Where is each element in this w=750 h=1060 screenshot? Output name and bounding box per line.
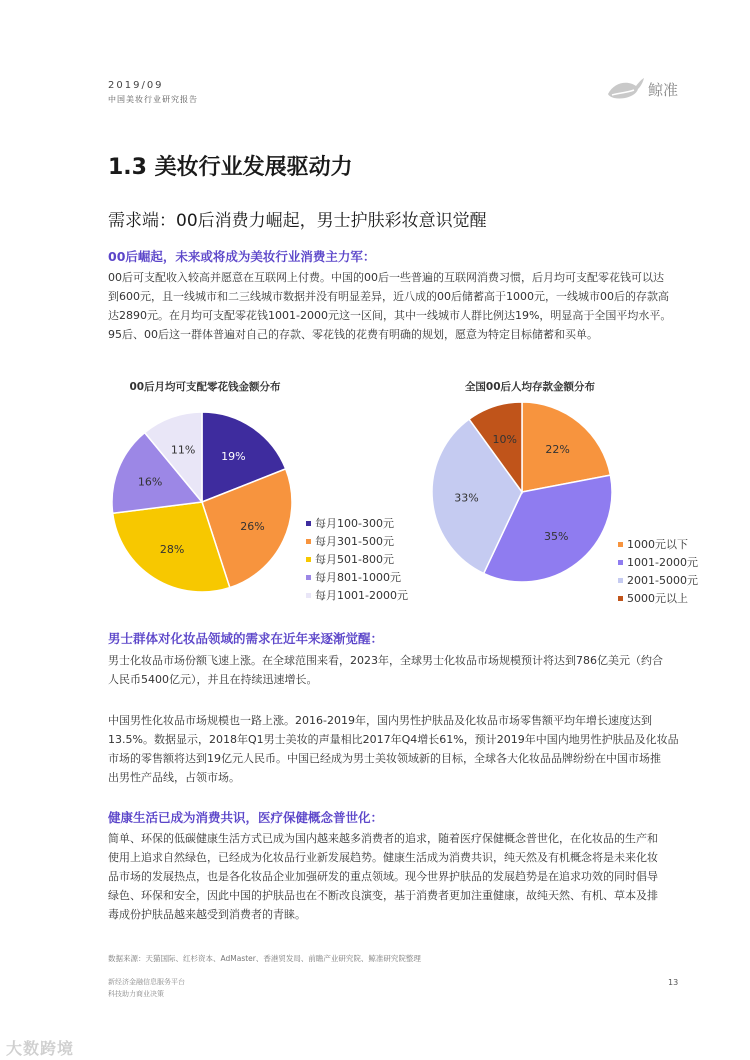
chart-title: 00后月均可支配零花钱金额分布 [129, 381, 281, 393]
legend-label: 每月801-1000元 [315, 571, 401, 584]
data-source: 数据来源：天猫国际、红杉资本、AdMaster、香港贸发局、前瞻产业研究院、鲸准研究院整理 [108, 954, 421, 963]
chart-legend [618, 538, 698, 605]
paragraph-china-male-market [108, 711, 682, 787]
legend-swatch [618, 542, 623, 547]
chart-title: 全国00后人均存款金额分布 [464, 381, 596, 393]
paragraph-gen-z [108, 268, 682, 344]
pie-slices [112, 412, 292, 592]
legend-swatch [306, 575, 311, 580]
text-line: 品市场的发展热点，也是各化妆品企业加强研发的重点领域。现今世界护肤品的发展趋势是在追求功效的同时倡导 [108, 870, 658, 883]
data-label: 11% [170, 443, 196, 457]
text-line: 13.5%。数据显示，2018年Q1男士美妆的声量相比2017年Q4增长61%，预计2019年中国内地男性护肤品及化妆品 [108, 733, 679, 746]
text-line: 00后可支配收入较高并愿意在互联网上付费。中国的00后一些普遍的互联网消费习惯，后月均可支配零花钱可以达 [108, 271, 664, 284]
footer-tagline-2: 科技助力商业决策 [108, 990, 164, 998]
text-line: 男士化妆品市场份额飞速上涨。在全球范围来看，2023年，全球男士化妆品市场规模预计将达到786亿美元（约合 [108, 654, 663, 667]
pie-chart-savings [420, 370, 710, 615]
legend-swatch [306, 593, 311, 598]
data-label: 33% [454, 491, 479, 505]
data-label: 26% [240, 519, 265, 533]
brand-name: 鲸准 [648, 81, 679, 99]
section-subtitle: 需求端：00后消费力崛起，男士护肤彩妆意识觉醒 [108, 211, 487, 231]
heading-male-demand: 男士群体对化妆品领域的需求在近年来逐渐觉醒： [108, 631, 384, 646]
text-line: 人民币5400亿元），并且在持续迅速增长。 [108, 673, 318, 686]
data-label: 35% [543, 530, 569, 544]
paragraph-male-market [108, 651, 682, 689]
text-line: 95后、00后这一群体普遍对自己的存款、零花钱的花费有明确的规划，愿意为特定目标储蓄和买单。 [108, 328, 598, 341]
legend-label: 1001-2000元 [627, 556, 698, 569]
text-line: 毒成份护肤品越来越受到消费者的青睐。 [108, 908, 306, 921]
watermark: 大数跨境 [6, 1039, 75, 1058]
legend-label: 每月301-500元 [315, 535, 394, 548]
text-line: 到600元，且一线城市和二三线城市数据并没有明显差异，近八成的00后储蓄高于1000元，一线城市00后的存款高 [108, 290, 669, 303]
footer-tagline: 新经济金融信息服务平台 [108, 978, 185, 986]
page-number: 13 [668, 978, 679, 987]
legend-label: 5000元以上 [627, 592, 688, 605]
data-label: 19% [221, 449, 246, 463]
legend-label: 1000元以下 [627, 538, 688, 551]
report-date: 2019/09 [108, 80, 164, 91]
legend-swatch [306, 521, 311, 526]
legend-label: 每月1001-2000元 [315, 589, 408, 602]
chart-legend [306, 516, 408, 602]
pie-chart-allowance [100, 370, 410, 615]
text-line: 绿色、环保和安全，因此中国的护肤品也在不断改良演变，基于消费者更加注重健康，故纯天然、有机、草本及排 [108, 889, 658, 902]
legend-label: 2001-5000元 [627, 574, 698, 587]
text-line: 中国男性化妆品市场规模也一路上涨。2016-2019年，国内男性护肤品及化妆品市场零售额平均年增长速度达到 [108, 714, 652, 727]
legend-label: 每月501-800元 [315, 553, 394, 566]
text-line: 简单、环保的低碳健康生活方式已成为国内越来越多消费者的追求，随着医疗保健概念普世化，在化妆品的生产和 [108, 832, 658, 845]
paragraph-healthy-living [108, 829, 682, 924]
heading-gen-z: 00后崛起，未来或将成为美妆行业消费主力军： [108, 249, 376, 264]
data-label: 28% [159, 543, 185, 557]
data-label: 10% [492, 432, 517, 446]
legend-swatch [618, 578, 623, 583]
text-line: 达2890元。在月均可支配零花钱1001-2000元这一区间，其中一线城市人群比例达19%，明显高于全国平均水平。 [108, 309, 672, 322]
report-name: 中国美妆行业研究报告 [108, 95, 198, 104]
legend-label: 每月100-300元 [315, 517, 394, 530]
text-line: 出男性产品线，占领市场。 [108, 771, 240, 784]
heading-healthy-living: 健康生活已成为消费共识，医疗保健概念普世化： [108, 810, 384, 825]
legend-swatch [618, 560, 623, 565]
whale-icon [606, 74, 646, 102]
legend-swatch [618, 596, 623, 601]
text-line: 市场的零售额将达到19亿元人民币。中国已经成为男士美妆领域新的目标，全球各大化妆品品牌纷纷在中国市场推 [108, 752, 661, 765]
brand-logo [606, 74, 686, 102]
legend-swatch [306, 539, 311, 544]
legend-swatch [306, 557, 311, 562]
data-label: 22% [545, 443, 570, 457]
section-title: 1.3 美妆行业发展驱动力 [108, 155, 353, 180]
text-line: 使用上追求自然绿色，已经成为化妆品行业新发展趋势。健康生活成为消费共识，纯天然及有机概念将是未来化妆 [108, 851, 658, 864]
data-label: 16% [137, 475, 163, 489]
